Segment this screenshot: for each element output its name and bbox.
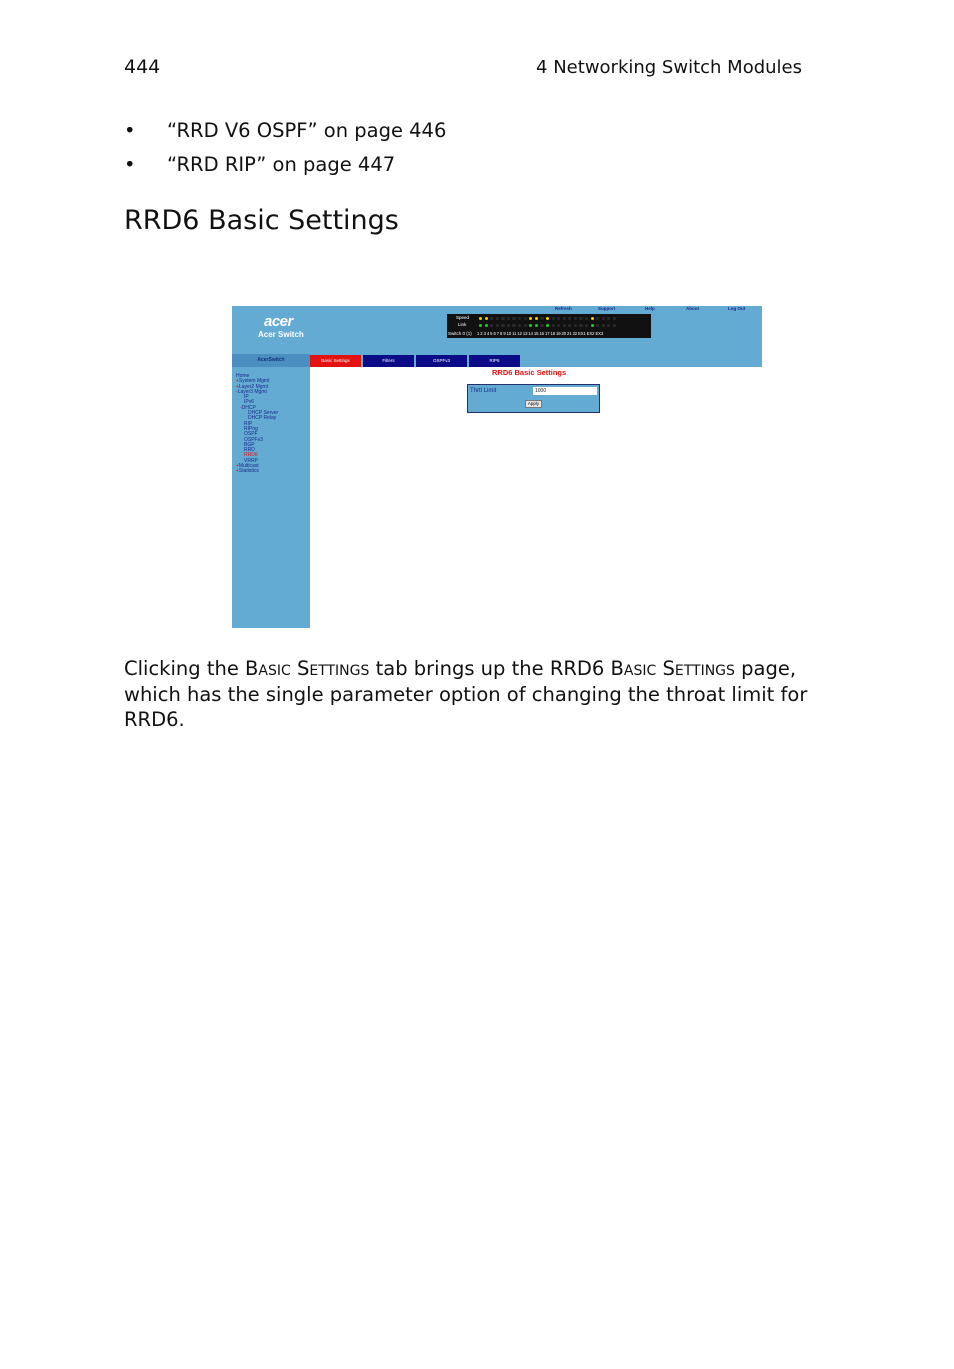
port-led-icon — [540, 317, 543, 320]
cross-reference-link[interactable]: “RRD RIP” on page 447 — [167, 153, 396, 176]
tab-rip6[interactable]: RIP6 — [469, 355, 520, 367]
port-led-icon — [512, 317, 515, 320]
sidebar-item-label: Multicast — [238, 463, 259, 470]
port-led-icon — [574, 324, 577, 327]
tab-ospfv3[interactable]: OSPFv3 — [416, 355, 467, 367]
switch-label: Switch 0 (1) — [448, 331, 472, 336]
paragraph-text: Clicking the — [124, 657, 246, 680]
port-led-icon — [552, 324, 555, 327]
port-led-icon — [563, 324, 566, 327]
port-led-icon — [607, 317, 610, 320]
port-led-icon — [507, 317, 510, 320]
cross-reference-link[interactable]: “RRD V6 OSPF” on page 446 — [167, 119, 447, 142]
port-led-icon — [579, 324, 582, 327]
sidebar-item-label: System Mgmt — [238, 378, 270, 385]
port-led-icon — [546, 317, 549, 320]
expand-icon[interactable]: + — [236, 468, 239, 475]
port-led-icon — [557, 324, 560, 327]
list-item[interactable] — [124, 117, 446, 151]
sidebar-item-label: DHCP — [241, 404, 256, 411]
port-led-icon — [490, 324, 493, 327]
content-title: RRD6 Basic Settings — [492, 368, 567, 377]
sidebar-item-label: BGP — [244, 441, 255, 448]
sidebar-title[interactable]: AcerSwitch — [232, 354, 310, 367]
port-led-icon — [585, 317, 588, 320]
switch-status-panel — [447, 314, 651, 338]
logo-subtitle: Acer Switch — [258, 330, 304, 339]
port-led-icon — [596, 324, 599, 327]
link-led-row — [479, 324, 616, 327]
expand-icon[interactable]: + — [236, 383, 239, 390]
port-led-icon — [613, 324, 616, 327]
port-led-icon — [496, 324, 499, 327]
running-head: 4 Networking Switch Modules — [536, 57, 802, 78]
port-led-icon — [596, 317, 599, 320]
sidebar-item-label: Home — [236, 373, 250, 379]
port-led-icon — [524, 324, 527, 327]
port-led-icon — [602, 317, 605, 320]
cross-reference-list — [124, 117, 446, 185]
port-numbers: 1 2 3 4 5 6 7 8 9 10 11 12 13 14 15 16 17 18 19 20 21 22 EX1 EX2 EX3 — [477, 331, 604, 336]
sidebar-item-label: OSPF — [244, 431, 258, 438]
paragraph-text: page, which has the single parameter option of changing the throat limit for RRD6. — [124, 657, 808, 731]
port-led-icon — [490, 317, 493, 320]
port-led-icon — [613, 317, 616, 320]
sidebar-item-label: Statistics — [238, 468, 259, 475]
port-led-icon — [496, 317, 499, 320]
port-led-icon — [579, 317, 582, 320]
sidebar-item-label: RIPng — [244, 425, 258, 432]
speed-led-row — [479, 317, 616, 320]
tab-bar — [310, 354, 762, 367]
port-led-icon — [607, 324, 610, 327]
throttle-limit-label: Thrtl Limit — [470, 388, 497, 394]
navigation-tree — [236, 374, 278, 475]
speed-label: Speed — [456, 315, 470, 320]
port-led-icon — [512, 324, 515, 327]
settings-form — [467, 384, 600, 413]
bullet-icon: • — [124, 119, 136, 142]
port-led-icon — [591, 324, 594, 327]
body-paragraph — [124, 656, 824, 733]
collapse-icon[interactable]: - — [240, 404, 242, 411]
port-led-icon — [501, 324, 504, 327]
ui-term: Basic Settings — [610, 657, 735, 680]
ui-term: Basic Settings — [245, 657, 370, 680]
expand-icon[interactable]: + — [236, 463, 239, 470]
port-led-icon — [568, 324, 571, 327]
about-link[interactable]: About — [686, 306, 699, 311]
tab-filters[interactable]: Filters — [363, 355, 414, 367]
port-led-icon — [518, 317, 521, 320]
sidebar-item-label: DHCP Server — [248, 410, 279, 417]
port-led-icon — [602, 324, 605, 327]
port-led-icon — [540, 324, 543, 327]
port-led-icon — [479, 324, 482, 327]
port-led-icon — [501, 317, 504, 320]
list-item[interactable] — [124, 151, 446, 185]
tab-basic-settings[interactable]: Basic Settings — [310, 355, 361, 367]
link-label: Link — [458, 322, 467, 327]
sidebar-item-label: IPv6 — [244, 399, 255, 406]
acer-logo: acer — [264, 313, 293, 330]
support-link[interactable]: Support — [598, 306, 616, 311]
port-led-icon — [557, 317, 560, 320]
port-led-icon — [535, 324, 538, 327]
page-number: 444 — [124, 56, 161, 78]
port-led-icon — [535, 317, 538, 320]
sidebar-item-label: Layer3 Mgmt — [237, 388, 267, 395]
port-led-icon — [585, 324, 588, 327]
port-led-icon — [485, 324, 488, 327]
port-led-icon — [524, 317, 527, 320]
sidebar-item-label: OSPFv3 — [244, 436, 263, 443]
paragraph-text: tab brings up the RRD6 — [369, 657, 611, 680]
expand-icon[interactable]: + — [236, 378, 239, 385]
collapse-icon[interactable]: - — [236, 388, 238, 395]
port-led-icon — [529, 324, 532, 327]
port-led-icon — [485, 317, 488, 320]
logout-link[interactable]: Log Out — [728, 306, 746, 311]
port-led-icon — [479, 317, 482, 320]
port-led-icon — [529, 317, 532, 320]
sidebar-item-label: RRD — [244, 447, 255, 454]
port-led-icon — [507, 324, 510, 327]
port-led-icon — [563, 317, 566, 320]
sidebar-item-label: Layer2 Mgmt — [238, 383, 269, 390]
throttle-limit-input[interactable] — [533, 387, 597, 395]
sidebar-item-label: IP — [244, 394, 249, 401]
apply-button[interactable]: Apply — [525, 400, 542, 408]
navigation-sidebar — [232, 354, 310, 628]
bullet-icon: • — [124, 153, 136, 176]
port-led-icon — [552, 317, 555, 320]
sidebar-item-label: RRD6 — [244, 452, 258, 459]
app-header — [232, 306, 762, 354]
help-link[interactable]: Help — [645, 306, 655, 311]
port-led-icon — [574, 317, 577, 320]
port-led-icon — [546, 324, 549, 327]
sidebar-item-statistics[interactable] — [236, 469, 278, 474]
section-title: RRD6 Basic Settings — [124, 205, 399, 236]
sidebar-item-label: VRRP — [244, 457, 258, 464]
screenshot-figure — [232, 306, 762, 628]
port-led-icon — [568, 317, 571, 320]
sidebar-item-label: RIP — [244, 420, 253, 427]
sidebar-item-label: DHCP Relay — [248, 415, 277, 422]
refresh-link[interactable]: Refresh — [555, 306, 572, 311]
port-led-icon — [591, 317, 594, 320]
port-led-icon — [518, 324, 521, 327]
